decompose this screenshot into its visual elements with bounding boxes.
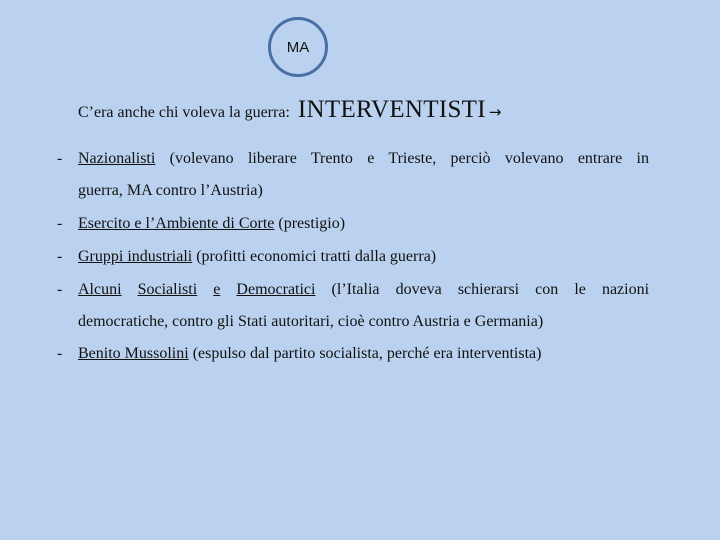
- interventisti-heading: INTERVENTISTI: [297, 96, 486, 123]
- item-title-word: e: [213, 281, 221, 298]
- item-description-continued: guerra, MA contro l’Austria): [78, 182, 263, 199]
- arrow-right-icon: →: [488, 103, 502, 121]
- item-description: (l’Italia doveva schierarsi con le nazioni: [331, 281, 650, 298]
- item-line: [78, 215, 345, 233]
- intro-text: C’era anche chi voleva la guerra:: [78, 104, 290, 121]
- item-description: (volevano liberare Trento e Trieste, perciò volevano entrare in: [169, 150, 649, 167]
- item-title-word: Socialisti: [137, 281, 198, 298]
- item-title-word: Democratici: [236, 281, 316, 298]
- item-line: [78, 345, 541, 363]
- item-description-continued: democratiche, contro gli Stati autoritari, cioè contro Austria e Germania): [78, 313, 544, 330]
- item-description: (profitti economici tratti dalla guerra): [196, 248, 437, 265]
- bullet-dash: -: [57, 215, 63, 232]
- bullet-dash: -: [57, 248, 63, 265]
- badge-label: MA: [286, 38, 310, 56]
- item-title: Benito Mussolini: [78, 345, 189, 362]
- bullet-dash: -: [57, 345, 63, 362]
- item-line: [78, 248, 436, 266]
- item-title: Esercito e l’Ambiente di Corte: [78, 215, 275, 232]
- item-line: [78, 150, 649, 168]
- item-description: (prestigio): [278, 215, 346, 232]
- bullet-dash: -: [57, 281, 63, 298]
- ma-badge: [268, 17, 328, 77]
- item-title-word: Alcuni: [78, 281, 122, 298]
- item-line: [78, 281, 649, 299]
- intro-line: [78, 96, 501, 124]
- item-title: Gruppi industriali: [78, 248, 193, 265]
- bullet-dash: -: [57, 150, 63, 167]
- item-title: Nazionalisti: [78, 150, 156, 167]
- item-description: (espulso dal partito socialista, perché era interventista): [192, 345, 542, 362]
